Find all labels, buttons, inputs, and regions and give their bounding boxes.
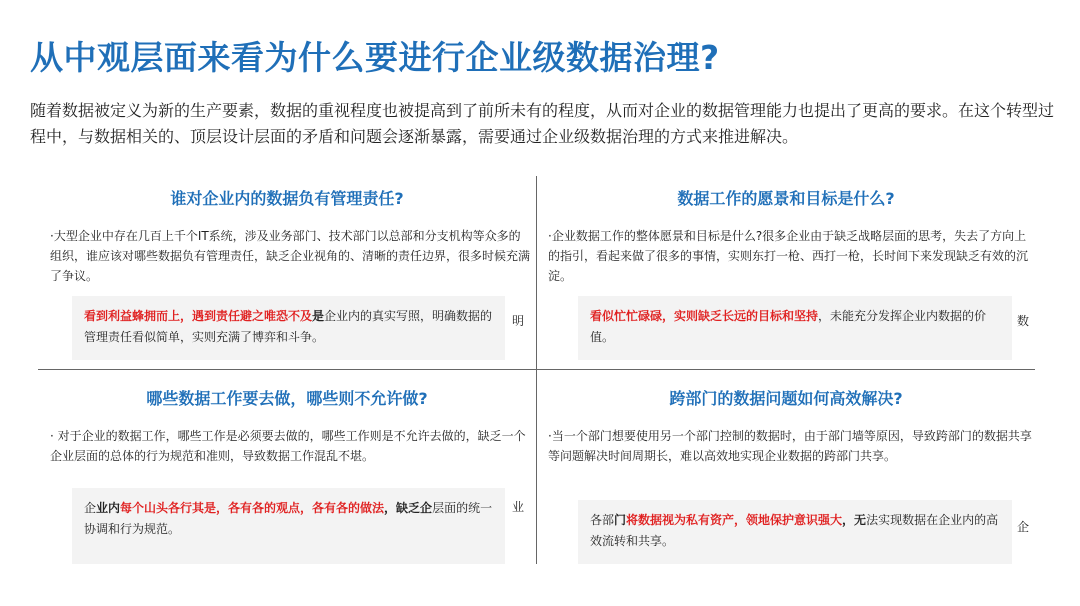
q3-heading: 哪些数据工作要去做，哪些则不允许做?	[146, 389, 428, 408]
vertical-divider	[536, 176, 537, 564]
q1-side-char: 明	[512, 314, 525, 328]
q4-callout-text: 法实现数据在企业内的高效流转和共享。	[590, 513, 999, 548]
q1-callout	[72, 296, 505, 360]
q3-callout-bold1: 业内	[96, 501, 121, 515]
q4-body: ·当一个部门想要使用另一个部门控制的数据时，由于部门墙等原因，导致跨部门的数据共享等问题解决时间周期长，难以高效地实现企业数据的跨部门共享。	[548, 429, 1032, 463]
q3-callout-bold2: ，缺乏企	[384, 501, 433, 515]
q3-callout-highlight: 每个山头各行其是，各有各的观点，各有各的做法	[120, 501, 385, 515]
q4-heading: 跨部门的数据问题如何高效解决?	[669, 389, 903, 408]
q4-callout-bold1: 门	[614, 513, 627, 527]
q1-heading: 谁对企业内的数据负有管理责任?	[170, 189, 404, 208]
q3-callout-text: 层面的统一协调和行为规范。	[84, 501, 493, 536]
q4-side-char: 企	[1017, 520, 1030, 534]
q1-callout-text: 企业内的真实写照，明确数据的管理责任看似简单，实则充满了博弈和斗争。	[84, 309, 493, 344]
q2-callout-text: ，未能充分发挥企业内数据的价值。	[590, 309, 987, 344]
q2-callout-highlight: 看似忙忙碌碌，实则缺乏长远的目标和坚持	[590, 309, 819, 323]
q2-body: ·企业数据工作的整体愿景和目标是什么?很多企业由于缺乏战略层面的思考，失去了方向上的指引，看起来做了很多的事情，实则东打一枪、西打一枪，长时间下来发现缺乏有效的沉淀。	[548, 229, 1029, 283]
q3-callout-pre: 企	[84, 501, 97, 515]
q2-callout	[578, 296, 1012, 360]
q3-callout	[72, 488, 505, 564]
q3-body: · 对于企业的数据工作，哪些工作是必须要去做的，哪些工作则是不允许去做的，缺乏一个企业层面的总体的行为规范和准则，导致数据工作混乱不堪。	[50, 429, 526, 463]
q1-callout-highlight: 看到利益蜂拥而上，遇到责任避之唯恐不及	[84, 309, 313, 323]
q3-side-char: 业	[512, 500, 525, 514]
horizontal-divider	[38, 369, 1035, 370]
q4-callout-bold2: ，无	[842, 513, 867, 527]
q4-callout	[578, 500, 1012, 564]
q2-side-char: 数	[1017, 314, 1030, 328]
q4-callout-highlight: 将数据视为私有资产，领地保护意识强大	[626, 513, 843, 527]
q4-callout-pre: 各部	[590, 513, 615, 527]
q1-body: ·大型企业中存在几百上千个IT系统，涉及业务部门、技术部门以总部和分支机构等众多的组织，谁应该对哪些数据负有管理责任，缺乏企业视角的、清晰的责任边界，很多时候充满了争议。	[50, 229, 531, 283]
q2-heading: 数据工作的愿景和目标是什么?	[677, 189, 895, 208]
q1-callout-bold: 是	[312, 309, 325, 323]
intro-paragraph: 随着数据被定义为新的生产要素，数据的重视程度也被提高到了前所未有的程度，从而对企业的数据管理能力也提出了更高的要求。在这个转型过程中，与数据相关的、顶层设计层面的矛盾和问题会逐渐暴露，需要通过企业级数据治理的方式来推进解决。	[30, 101, 1055, 146]
page-title: 从中观层面来看为什么要进行企业级数据治理?	[30, 38, 720, 77]
